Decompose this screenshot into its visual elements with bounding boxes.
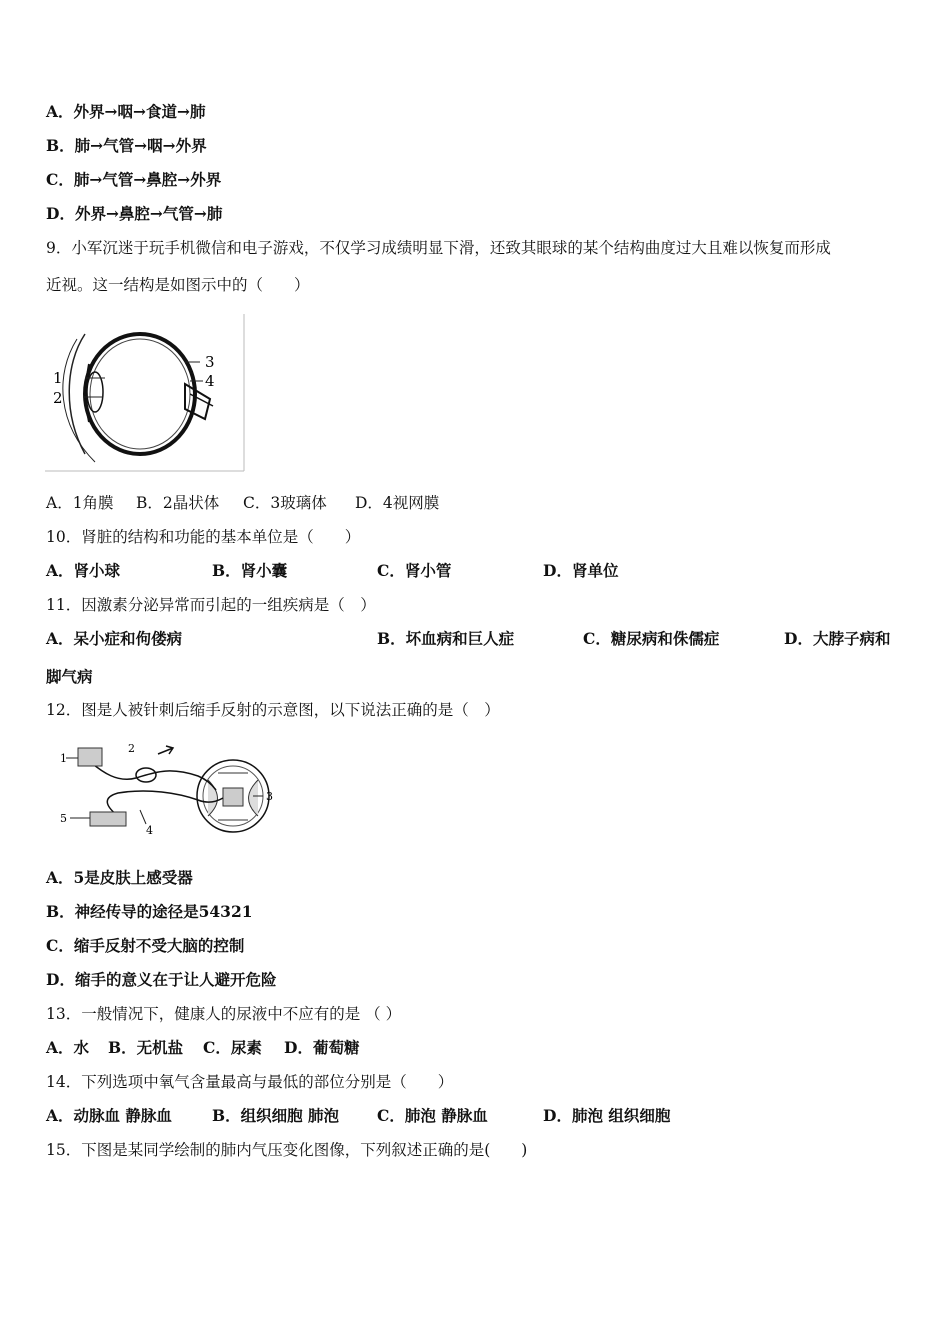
eye-diagram	[45, 314, 245, 472]
q14-option-b: B．组织细胞 肺泡	[212, 1106, 339, 1125]
eye-label-4: 4	[205, 372, 215, 390]
q12-option-d: D．缩手的意义在于让人避开危险	[46, 970, 277, 989]
q9-stem-line1: 9．小军沉迷于玩手机微信和电子游戏，不仅学习成绩明显下滑，还致其眼球的某个结构曲度过大且难以恢复而形成	[46, 239, 831, 257]
q12-option-b: B．神经传导的途径是54321	[46, 902, 253, 921]
q12-stem: 12．图是人被针刺后缩手反射的示意图，以下说法正确的是（ ）	[46, 701, 500, 719]
q14-option-d: D．肺泡 组织细胞	[543, 1106, 671, 1125]
q8-option-a: A．外界→咽→食道→肺	[46, 102, 206, 121]
q9-option-b: B．2晶状体	[136, 494, 220, 512]
q11-option-c: C．糖尿病和侏儒症	[583, 629, 720, 648]
q13-option-a: A．水	[46, 1038, 90, 1057]
q8-option-c: C．肺→气管→鼻腔→外界	[46, 170, 222, 189]
eye-label-1: 1	[53, 369, 63, 387]
eye-label-2: 2	[53, 389, 63, 407]
q12-option-c: C．缩手反射不受大脑的控制	[46, 936, 245, 955]
reflex-leader-4	[140, 810, 146, 824]
q11-option-b: B．坏血病和巨人症	[377, 629, 515, 648]
reflex-label-2: 2	[128, 742, 135, 755]
q13-stem: 13．一般情况下，健康人的尿液中不应有的是 （ ）	[46, 1005, 402, 1023]
q11-option-d-continued: 脚气病	[46, 667, 93, 686]
reflex-label-1: 1	[60, 752, 67, 765]
q8-option-b: B．肺→气管→咽→外界	[46, 136, 207, 155]
q13-option-b: B．无机盐	[108, 1038, 184, 1057]
q10-option-c: C．肾小管	[377, 561, 452, 580]
q10-option-b: B．肾小囊	[212, 561, 288, 580]
q12-option-a: A．5是皮肤上感受器	[46, 868, 193, 887]
reflex-arc-diagram	[58, 738, 278, 838]
q11-option-a: A．呆小症和佝偻病	[46, 629, 183, 648]
q9-option-c: C．3玻璃体	[243, 494, 327, 512]
reflex-label-4: 4	[146, 824, 153, 837]
q14-option-a: A．动脉血 静脉血	[46, 1106, 172, 1125]
q9-option-d: D．4视网膜	[355, 494, 440, 512]
q9-stem-line2: 近视。这一结构是如图示中的（ ）	[46, 276, 310, 294]
q14-option-c: C．肺泡 静脉血	[377, 1106, 488, 1125]
eye-label-3: 3	[205, 353, 215, 371]
q13-option-d: D．葡萄糖	[284, 1038, 360, 1057]
q13-option-c: C．尿素	[203, 1038, 262, 1057]
q14-stem: 14．下列选项中氧气含量最高与最低的部位分别是（ ）	[46, 1073, 454, 1091]
q9-option-a: A．1角膜	[46, 494, 114, 512]
reflex-label-3: 3	[266, 790, 273, 803]
q10-option-a: A．肾小球	[46, 561, 121, 580]
reflex-label-5: 5	[60, 812, 67, 825]
q8-option-d: D．外界→鼻腔→气管→肺	[46, 204, 223, 223]
q10-stem: 10．肾脏的结构和功能的基本单位是（ ）	[46, 528, 361, 546]
q15-stem: 15．下图是某同学绘制的肺内气压变化图像，下列叙述正确的是( )	[46, 1141, 528, 1159]
q10-option-d: D．肾单位	[543, 561, 619, 580]
q11-option-d: D．大脖子病和	[784, 629, 891, 648]
q11-stem: 11．因激素分泌异常而引起的一组疾病是（ ）	[46, 596, 376, 614]
